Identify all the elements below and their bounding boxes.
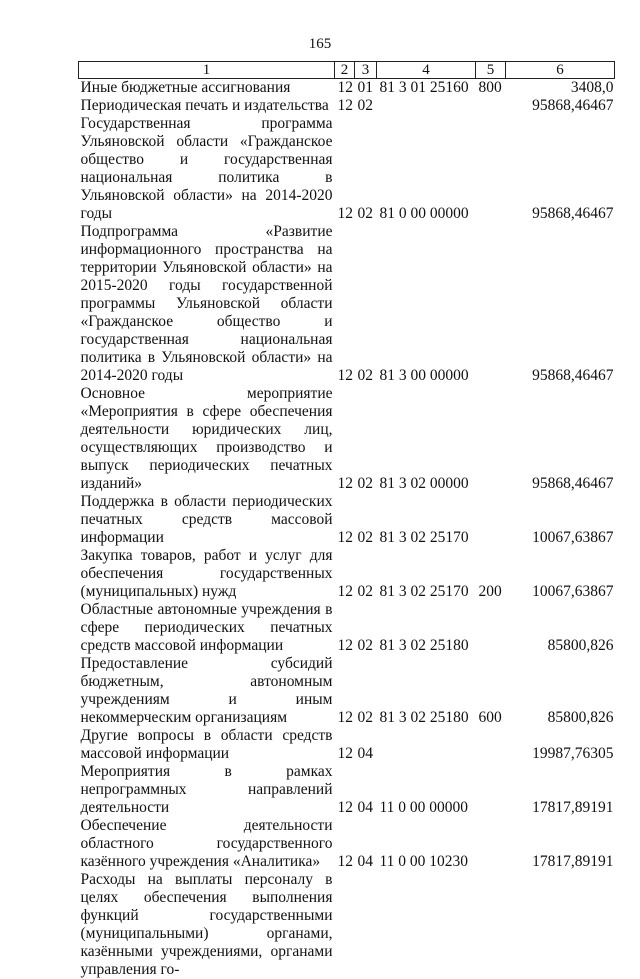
- table-row: [79, 223, 615, 385]
- row-name: Предоставление субсидий бюджетным, автономным учреждениям и иным некоммерческим организациям: [80, 655, 333, 726]
- row-section: 12: [337, 637, 353, 654]
- row-name: Расходы на выплаты персоналу в целях обеспечения выполнения функций государственными (муниципальными) органами, казёнными учреждениями, органами управления го-: [80, 871, 333, 978]
- table-header-row: [79, 62, 615, 79]
- row-amount: 10067,63867: [532, 583, 614, 600]
- row-subsection: 02: [357, 475, 373, 492]
- row-expense-type: [476, 871, 506, 979]
- row-name: Мероприятия в рамках непрограммных направлений деятельности: [80, 763, 333, 816]
- row-target-article: 11 0 00 00000: [379, 799, 469, 816]
- table-row: [79, 601, 615, 655]
- row-name: Иные бюджетные ассигнования: [80, 79, 291, 96]
- row-expense-type: 200: [478, 583, 502, 600]
- table-row: [79, 493, 615, 547]
- row-amount: 85800,826: [547, 637, 614, 654]
- row-name: Периодическая печать и издательства: [80, 97, 329, 114]
- row-subsection: 02: [357, 529, 373, 546]
- row-expense-type: [476, 223, 506, 385]
- row-target-article: 81 3 02 25180: [379, 709, 469, 726]
- row-amount: 17817,89191: [532, 853, 614, 870]
- row-target-article: 81 3 02 00000: [379, 475, 469, 492]
- row-expense-type: [476, 817, 506, 871]
- row-subsection: 04: [357, 853, 373, 870]
- row-name: Обеспечение деятельности областного государственного казённого учреждения «Аналитика»: [80, 817, 333, 870]
- row-expense-type: [476, 601, 506, 655]
- row-subsection: 02: [357, 367, 373, 384]
- table-row: [79, 655, 615, 727]
- row-expense-type: 800: [478, 79, 502, 96]
- row-name: Поддержка в области периодических печатных средств массовой информации: [80, 493, 333, 546]
- table-row: [79, 97, 615, 115]
- row-amount: 19987,76305: [532, 745, 614, 762]
- row-name: Областные автономные учреждения в сфере периодических печатных средств массовой информации: [80, 601, 333, 654]
- row-expense-type: [476, 493, 506, 547]
- table-row: [79, 115, 615, 223]
- table-row: [79, 727, 615, 763]
- row-subsection: 04: [357, 799, 373, 816]
- row-target-article: 11 0 00 10230: [379, 853, 469, 870]
- column-header-expense-type: 5: [476, 62, 506, 79]
- row-subsection: 04: [357, 745, 373, 762]
- row-section: 12: [337, 367, 353, 384]
- row-expense-type: [476, 115, 506, 223]
- row-section: 12: [337, 745, 353, 762]
- row-subsection: 02: [357, 205, 373, 222]
- row-section: 12: [337, 97, 353, 114]
- row-name: Основное мероприятие «Мероприятия в сфере обеспечения деятельности юридических лиц, осуществляющих производство и выпуск периодических печатных изданий»: [80, 385, 333, 492]
- row-target-article: 81 3 02 25170: [379, 583, 469, 600]
- row-subsection: [355, 871, 377, 979]
- row-expense-type: [476, 763, 506, 817]
- table-row: [79, 547, 615, 601]
- row-name: Другие вопросы в области средств массовой информации: [80, 727, 333, 762]
- row-name: Государственная программа Ульяновской области «Гражданское общество и государственная национальная политика в Ульяновской области» на 2014-2020 годы: [80, 115, 333, 222]
- table-row: [79, 79, 615, 98]
- table-row: [79, 817, 615, 871]
- row-target-article: 81 3 01 25160: [379, 79, 469, 96]
- row-subsection: 01: [357, 79, 373, 96]
- row-amount: [506, 871, 615, 979]
- row-expense-type: [476, 97, 506, 115]
- row-section: 12: [337, 475, 353, 492]
- row-target-article: 81 3 00 00000: [379, 367, 469, 384]
- row-expense-type: [476, 727, 506, 763]
- table-row: [79, 385, 615, 493]
- column-header-section: 2: [335, 62, 355, 79]
- row-section: 12: [337, 205, 353, 222]
- row-section: 12: [337, 853, 353, 870]
- table-row: [79, 763, 615, 817]
- column-header-name: 1: [79, 62, 335, 79]
- row-expense-type: [476, 385, 506, 493]
- row-section: 12: [337, 799, 353, 816]
- row-section: [335, 871, 355, 979]
- row-target-article: [377, 871, 476, 979]
- row-target-article: 81 0 00 00000: [379, 205, 469, 222]
- row-section: 12: [337, 709, 353, 726]
- row-section: 12: [337, 79, 353, 96]
- row-target-article: [377, 727, 476, 763]
- row-amount: 95868,46467: [532, 367, 614, 384]
- row-target-article: 81 3 02 25170: [379, 529, 469, 546]
- table-row: [79, 871, 615, 979]
- row-name: Закупка товаров, работ и услуг для обеспечения государственных (муниципальных) нужд: [80, 547, 333, 600]
- budget-table: [78, 61, 615, 979]
- row-amount: 3408,0: [570, 79, 614, 96]
- row-subsection: 02: [357, 97, 373, 114]
- row-amount: 85800,826: [547, 709, 614, 726]
- column-header-amount: 6: [506, 62, 615, 79]
- page-number: 165: [308, 36, 332, 52]
- row-amount: 17817,89191: [532, 799, 614, 816]
- row-amount: 10067,63867: [532, 529, 614, 546]
- row-target-article: [377, 97, 476, 115]
- row-subsection: 02: [357, 583, 373, 600]
- row-amount: 95868,46467: [532, 205, 614, 222]
- row-section: 12: [337, 529, 353, 546]
- row-subsection: 02: [357, 709, 373, 726]
- row-amount: 95868,46467: [532, 97, 614, 114]
- row-section: 12: [337, 583, 353, 600]
- row-target-article: 81 3 02 25180: [379, 637, 469, 654]
- row-amount: 95868,46467: [532, 475, 614, 492]
- row-subsection: 02: [357, 637, 373, 654]
- row-name: Подпрограмма «Развитие информационного пространства на территории Ульяновской области» на 2015-2020 годы государственной программы Ульяновской области «Гражданское общество и государственная национальная политика в Ульяновской области» на 2014-2020 годы: [80, 223, 333, 384]
- column-header-subsection: 3: [355, 62, 377, 79]
- row-expense-type: 600: [478, 709, 502, 726]
- column-header-target-article: 4: [377, 62, 476, 79]
